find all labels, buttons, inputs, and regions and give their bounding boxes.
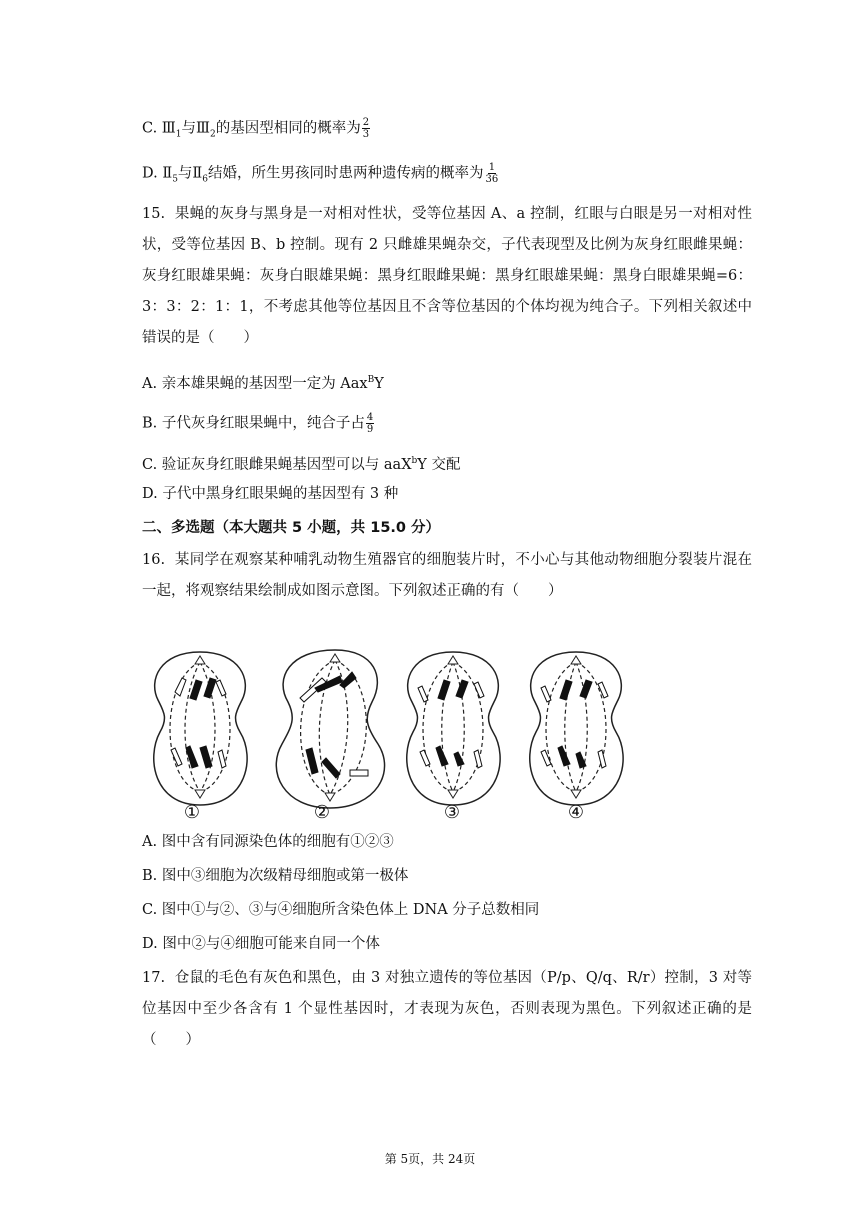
q15-option-a: A. 亲本雄果蝇的基因型一定为 Aax$^B$Y <box>142 375 384 392</box>
q16-option-b: B. 图中③细胞为次级精母细胞或第一极体 <box>142 868 409 884</box>
figure-label-4: ④ <box>567 802 585 823</box>
cell-division-figure <box>140 640 640 825</box>
q14-option-c: C. $Ⅲ_1$与$Ⅲ_2$的基因型相同的概率为 $\frac{2}{3}$ <box>142 117 370 140</box>
fraction: $\frac{2}{3}$ <box>362 117 370 140</box>
figure-label-2: ② <box>313 802 331 823</box>
question-number: 17. <box>142 970 166 986</box>
figure-label-1: ① <box>183 802 201 823</box>
cell-outline-1 <box>154 652 247 805</box>
page-footer: 第 5页，共 24页 <box>384 1152 476 1166</box>
question-number: 16. <box>142 552 166 568</box>
question-number: 15. <box>142 206 166 222</box>
q16-option-c: C. 图中①与②、③与④细胞所含染色体上 DNA 分子总数相同 <box>142 902 540 918</box>
q15-option-b: B. 子代灰身红眼果蝇中，纯合子占 $\frac{4}{9}$ <box>142 412 374 435</box>
q16-stem: 16. 某同学在观察某种哺乳动物生殖器官的细胞装片时，不小心与其他动物细胞分裂装片混在一起，将观察结果绘制成如图示意图。下列叙述正确的有（ ） <box>142 552 753 599</box>
cell-outline-2 <box>276 650 384 808</box>
q14-option-d: D. $Ⅱ_5$与$Ⅱ_6$结婚，所生男孩同时患两种遗传病的概率为 $\frac{1}{36}$ <box>142 162 499 185</box>
q15-option-c: C. 验证灰身红眼雌果蝇基因型可以与 aaX$^b$Y 交配 <box>142 456 461 473</box>
q16-option-d: D. 图中②与④细胞可能来自同一个体 <box>142 936 380 952</box>
q15-stem: 15. 果蝇的灰身与黑身是一对相对性状，受等位基因 A、a 控制，红眼与白眼是另一对相对性状，受等位基因 B、b 控制。现有 2 只雌雄果蝇杂交，子代表现型及比例为灰身红眼雌果蝇：灰身红眼雄果蝇：灰身白眼雄果蝇：黑身红眼雌果蝇：黑身红眼雄果蝇：黑身白眼雄果蝇=6：3：3：2：1：1，不考虑其他等位基因且不含等位基因的个体均视为纯合子。下列相关叙述中错误的是（ ） <box>142 206 752 346</box>
cell-outline-3 <box>407 652 500 805</box>
fraction: $\frac{1}{36}$ <box>485 162 499 185</box>
fraction: $\frac{4}{9}$ <box>366 412 374 435</box>
q17-stem: 17. 仓鼠的毛色有灰色和黑色，由 3 对独立遗传的等位基因（P/p、Q/q、R/r）控制，3 对等位基因中至少各含有 1 个显性基因时，才表现为灰色，否则表现为黑色。下列叙述正确的是（ ） <box>142 970 752 1048</box>
cell-outline-4 <box>530 652 623 805</box>
q15-option-d: D. 子代中黑身红眼果蝇的基因型有 3 种 <box>142 486 399 502</box>
figure-label-3: ③ <box>443 802 461 823</box>
q16-option-a: A. 图中含有同源染色体的细胞有①②③ <box>142 834 394 850</box>
section-heading: 二、多选题（本大题共 5 小题，共 15.0 分） <box>142 520 441 536</box>
